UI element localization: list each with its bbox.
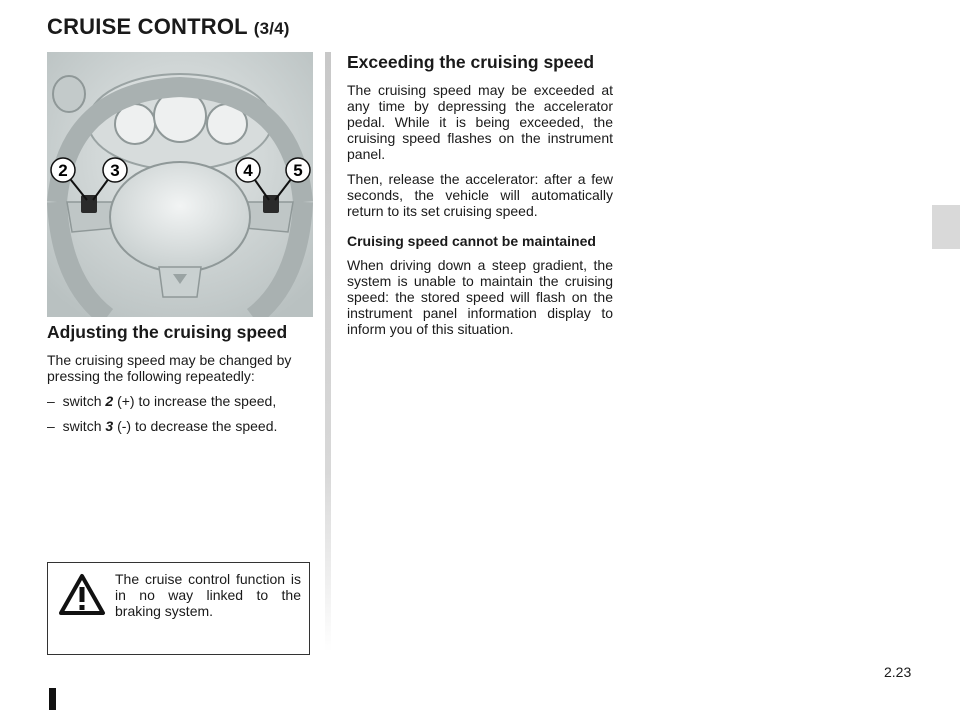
list-item	[47, 418, 313, 434]
exceeding-paragraph-2: Then, release the accelerator: after a few seconds, the vehicle will automatically return to its set cruising speed.	[347, 171, 613, 219]
svg-text:5: 5	[293, 161, 303, 180]
section-tab-marker	[932, 205, 960, 249]
warning-triangle-icon	[58, 573, 106, 617]
steering-wheel-illustration	[47, 52, 313, 317]
exceeding-heading: Exceeding the cruising speed	[347, 52, 595, 72]
adjusting-intro: The cruising speed may be changed by pressing the following repeatedly:	[47, 352, 292, 384]
cannot-maintain-paragraph: When driving down a steep gradient, the system is unable to maintain the cruising speed: the stored speed will flash on the instrument panel information display to inform you of this situation.	[347, 257, 613, 337]
svg-text:2: 2	[58, 161, 68, 180]
cannot-maintain-heading: Cruising speed cannot be maintained	[347, 233, 596, 249]
callout-3	[103, 158, 127, 182]
list-item	[47, 393, 313, 409]
air-vent	[53, 76, 85, 112]
warning-text: The cruise control function is in no way linked to the braking system.	[115, 571, 301, 619]
list-prefix: switch	[62, 418, 102, 434]
list-text: (-) to decrease the speed.	[117, 418, 278, 434]
adjusting-section	[47, 322, 313, 443]
svg-text:3: 3	[110, 161, 120, 180]
list-text: (+) to increase the speed,	[117, 393, 277, 409]
exceeding-section	[347, 52, 613, 346]
callout-5	[286, 158, 310, 182]
page-edge-mark	[49, 688, 56, 710]
page-title-part: (3/4)	[253, 19, 290, 38]
callout-2	[51, 158, 75, 182]
page-number: 2.23	[884, 664, 912, 680]
exceeding-paragraph-1: The cruising speed may be exceeded at any time by depressing the accelerator pedal. While it is being exceeded, the cruising speed flashes on the instrument panel.	[347, 82, 613, 162]
adjusting-heading: Adjusting the cruising speed	[47, 322, 288, 342]
steering-wheel-drawing	[47, 52, 313, 317]
airbag-hub	[110, 162, 250, 272]
page-title-main: CRUISE CONTROL	[47, 14, 248, 39]
list-prefix: switch	[62, 393, 102, 409]
list-dash: –	[47, 418, 55, 434]
warning-box	[47, 562, 310, 655]
list-dash: –	[47, 393, 55, 409]
column-divider	[325, 52, 331, 652]
svg-text:4: 4	[243, 161, 253, 180]
callout-4	[236, 158, 260, 182]
switch-number: 2	[105, 393, 114, 409]
page-title	[47, 14, 290, 40]
switch-number: 3	[105, 418, 114, 434]
